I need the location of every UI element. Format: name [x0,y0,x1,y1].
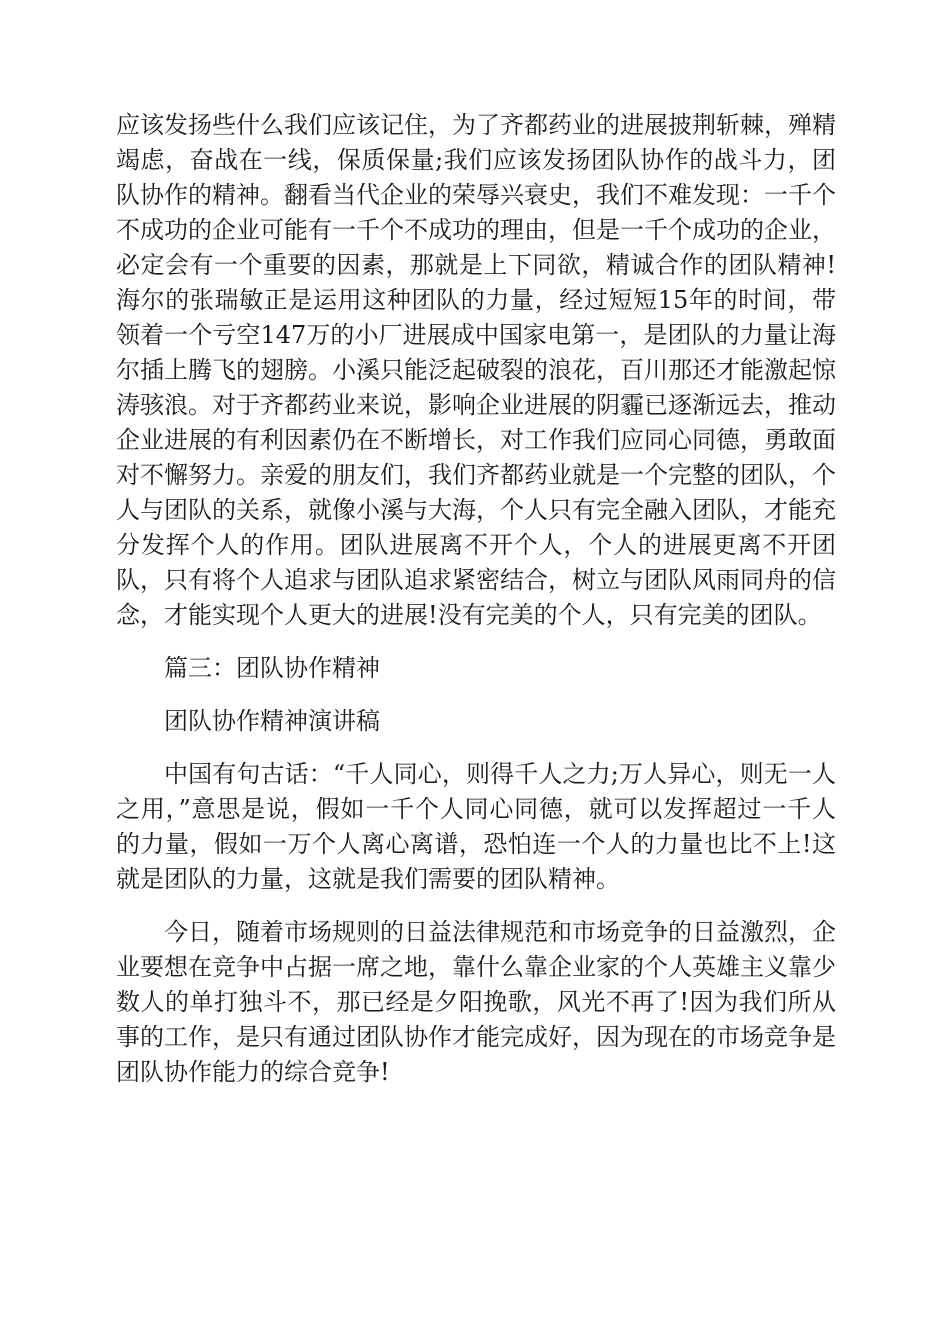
paragraph-market-competition: 今日，随着市场规则的日益法律规范和市场竞争的日益激烈，企业要想在竞争中占据一席之地，靠什么靠企业家的个人英雄主义靠少数人的单打独斗不，那已经是夕阳挽歌，风光不再了!因为我们所从事的工作，是只有通过团队协作才能完成好，因为现在的市场竞争是团队协作能力的综合竞争! [116,918,836,1086]
speech-title: 团队协作精神演讲稿 [164,707,380,735]
section-heading: 篇三：团队协作精神 [164,654,380,682]
paragraph-ancient-saying: 中国有句古话：“千人同心，则得千人之力;万人异心，则无一人之用，”意思是说，假如一千个人同心同德，就可以发挥超过一千人的力量，假如一万个人离心离谱，恐怕连一个人的力量也比不上!这就是团队的力量，这就是我们需要的团队精神。 [116,760,836,893]
paragraph-continuation: 应该发扬些什么我们应该记住，为了齐都药业的进展披荆斩棘，殚精竭虑，奋战在一线，保质保量;我们应该发扬团队协作的战斗力，团队协作的精神。翻看当代企业的荣辱兴衰史，我们不难发现：一千个不成功的企业可能有一千个不成功的理由，但是一千个成功的企业，必定会有一个重要的因素，那就是上下同欲，精诚合作的团队精神!海尔的张瑞敏正是运用这种团队的力量，经过短短15年的时间，带领着一个亏空147万的小厂进展成中国家电第一，是团队的力量让海尔插上腾飞的翅膀。小溪只能泛起破裂的浪花，百川那还才能激起惊涛骇浪。对于齐都药业来说，影响企业进展的阴霾已逐渐远去，推动企业进展的有利因素仍在不断增长，对工作我们应同心同德，勇敢面对不懈努力。亲爱的朋友们，我们齐都药业就是一个完整的团队，个人与团队的关系，就像小溪与大海，个人只有完全融入团队，才能充分发挥个人的作用。团队进展离不开个人，个人的进展更离不开团队，只有将个人追求与团队追求紧密结合，树立与团队风雨同舟的信念，才能实现个人更大的进展!没有完美的个人，只有完美的团队。 [116,111,836,629]
document-body [116,108,836,1108]
